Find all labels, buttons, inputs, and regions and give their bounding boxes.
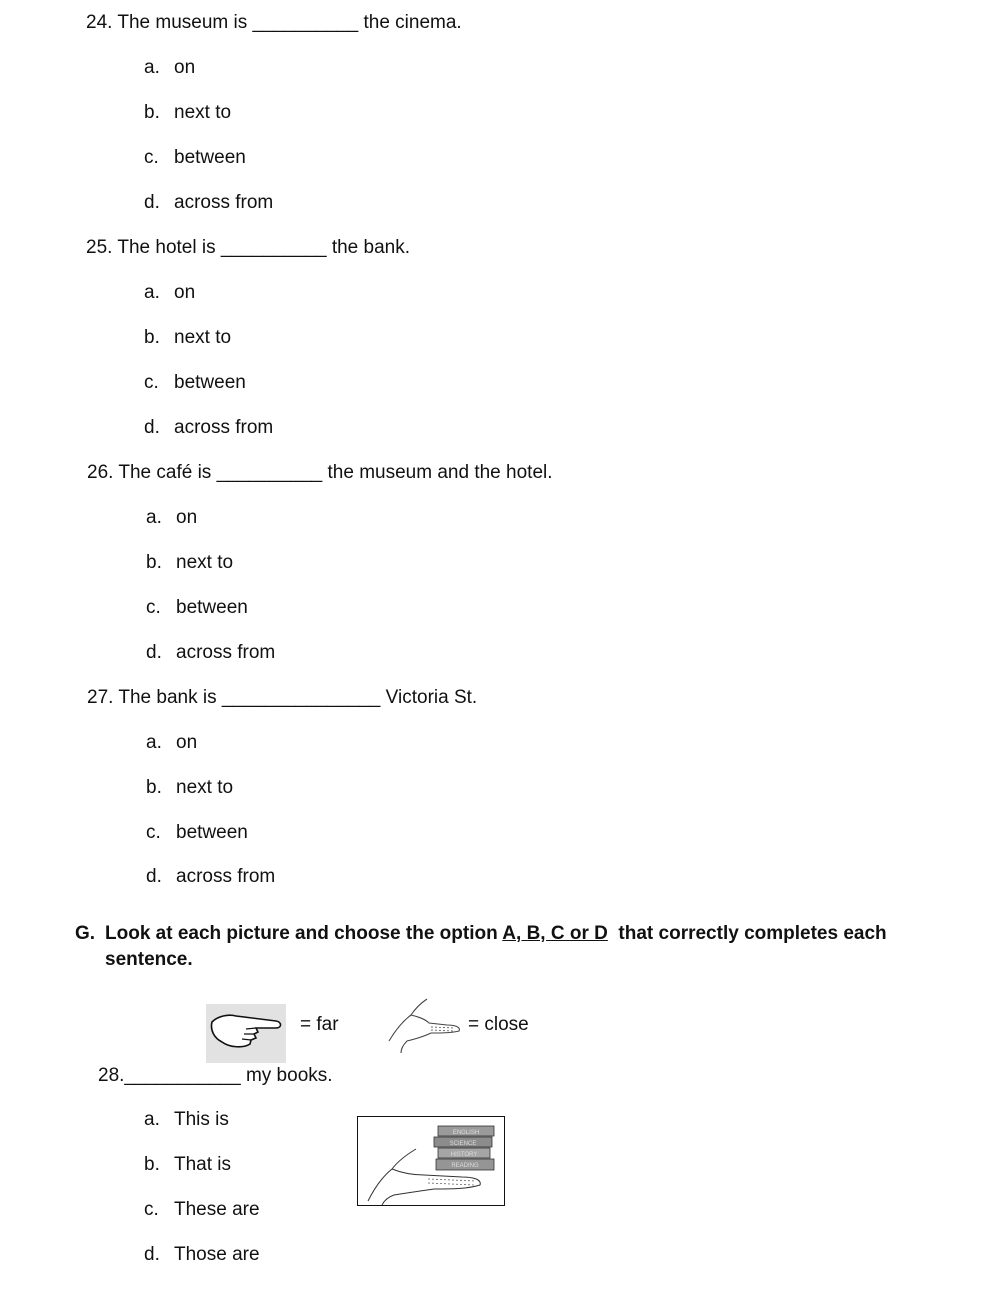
option-28a[interactable]: [144, 1109, 229, 1131]
question-number: 24.: [86, 12, 113, 33]
answer-blank[interactable]: _______________: [221, 687, 381, 708]
option-26a[interactable]: [146, 507, 197, 529]
option-27d[interactable]: [146, 866, 275, 888]
option-text: across from: [176, 642, 276, 663]
answer-blank[interactable]: __________: [252, 12, 359, 33]
option-letter: c.: [146, 822, 161, 843]
option-28c[interactable]: [144, 1199, 260, 1221]
question-text-before: The café is: [118, 462, 212, 483]
answer-blank[interactable]: ___________: [124, 1065, 241, 1086]
book-spine-reading: READING: [451, 1163, 479, 1169]
answer-blank[interactable]: __________: [220, 237, 327, 258]
option-letter: d.: [144, 417, 160, 438]
option-letter: b.: [144, 102, 160, 123]
option-28d[interactable]: [144, 1244, 260, 1266]
question-24: [86, 12, 462, 34]
instruction-text-2: that correctly completes each: [618, 923, 887, 944]
option-24a[interactable]: [144, 57, 195, 79]
option-24d[interactable]: [144, 192, 273, 214]
open-hand-icon: [385, 997, 465, 1055]
question-27: [87, 687, 477, 709]
option-text: on: [176, 507, 198, 528]
question-text-after: Victoria St.: [385, 687, 478, 708]
question-number: 25.: [86, 237, 113, 258]
option-letter: a.: [144, 282, 160, 303]
option-text: between: [176, 597, 248, 618]
option-text: next to: [174, 102, 232, 123]
question-text-after: the cinema.: [363, 12, 462, 33]
option-27a[interactable]: [146, 732, 197, 754]
option-text: across from: [174, 192, 274, 213]
option-27c[interactable]: [146, 822, 248, 844]
option-text: on: [174, 282, 196, 303]
question-number: 28.: [98, 1065, 125, 1086]
question-text-before: The hotel is: [117, 237, 216, 258]
answer-blank[interactable]: __________: [216, 462, 323, 483]
option-text: This is: [174, 1109, 229, 1130]
instruction-text-3: sentence.: [105, 949, 193, 970]
option-text: between: [174, 147, 246, 168]
option-25c[interactable]: [144, 372, 246, 394]
option-letter: b.: [146, 777, 162, 798]
option-letter: d.: [146, 866, 162, 887]
book-spine-science: SCIENCE: [449, 1141, 477, 1147]
option-text: next to: [174, 327, 232, 348]
option-25d[interactable]: [144, 417, 273, 439]
option-text: between: [176, 822, 248, 843]
books-picture: [357, 1116, 505, 1206]
option-letter: a.: [144, 1109, 160, 1130]
option-text: These are: [174, 1199, 260, 1220]
option-letter: d.: [144, 192, 160, 213]
hand-holding-books-icon: [358, 1117, 504, 1205]
book-spine-history: HISTORY: [450, 1152, 478, 1158]
question-text-after: the museum and the hotel.: [327, 462, 553, 483]
option-letter: a.: [146, 507, 162, 528]
option-text: next to: [176, 552, 234, 573]
close-label: = close: [468, 1014, 529, 1035]
option-letter: c.: [144, 1199, 159, 1220]
option-letter: a.: [144, 57, 160, 78]
close-hand-image: [385, 997, 465, 1055]
option-26b[interactable]: [146, 552, 233, 574]
option-letter: b.: [144, 327, 160, 348]
far-hand-image: [206, 1004, 286, 1063]
option-25a[interactable]: [144, 282, 195, 304]
option-text: between: [174, 372, 246, 393]
option-text: across from: [176, 866, 276, 887]
option-letter: c.: [144, 147, 159, 168]
option-letter: b.: [144, 1154, 160, 1175]
option-letter: c.: [144, 372, 159, 393]
section-g-label: G.: [75, 923, 96, 944]
option-text: on: [176, 732, 198, 753]
section-g-instructions: [105, 921, 935, 947]
question-text-after: my books.: [245, 1065, 333, 1086]
option-text: on: [174, 57, 196, 78]
far-label: = far: [300, 1014, 339, 1035]
option-text: Those are: [174, 1244, 260, 1265]
option-letter: c.: [146, 597, 161, 618]
option-28b[interactable]: [144, 1154, 231, 1176]
option-text: across from: [174, 417, 274, 438]
instruction-text-1: Look at each picture and choose the option: [105, 923, 498, 944]
option-letter: d.: [146, 642, 162, 663]
question-number: 26.: [87, 462, 114, 483]
question-25: [86, 237, 410, 259]
option-letter: b.: [146, 552, 162, 573]
option-25b[interactable]: [144, 327, 231, 349]
option-24c[interactable]: [144, 147, 246, 169]
book-spine-english: ENGLISH: [452, 1130, 480, 1136]
question-26: [87, 462, 553, 484]
question-text-before: The bank is: [118, 687, 217, 708]
option-26d[interactable]: [146, 642, 275, 664]
option-26c[interactable]: [146, 597, 248, 619]
question-text-before: The museum is: [117, 12, 248, 33]
pointing-hand-icon: [206, 1004, 286, 1063]
question-28: [98, 1065, 333, 1087]
question-text-after: the bank.: [331, 237, 410, 258]
option-24b[interactable]: [144, 102, 231, 124]
question-number: 27.: [87, 687, 114, 708]
book-stack: [434, 1126, 494, 1170]
instruction-options-underlined: A, B, C or D: [502, 923, 608, 944]
option-text: That is: [174, 1154, 232, 1175]
option-letter: d.: [144, 1244, 160, 1265]
option-letter: a.: [146, 732, 162, 753]
option-27b[interactable]: [146, 777, 233, 799]
option-text: next to: [176, 777, 234, 798]
